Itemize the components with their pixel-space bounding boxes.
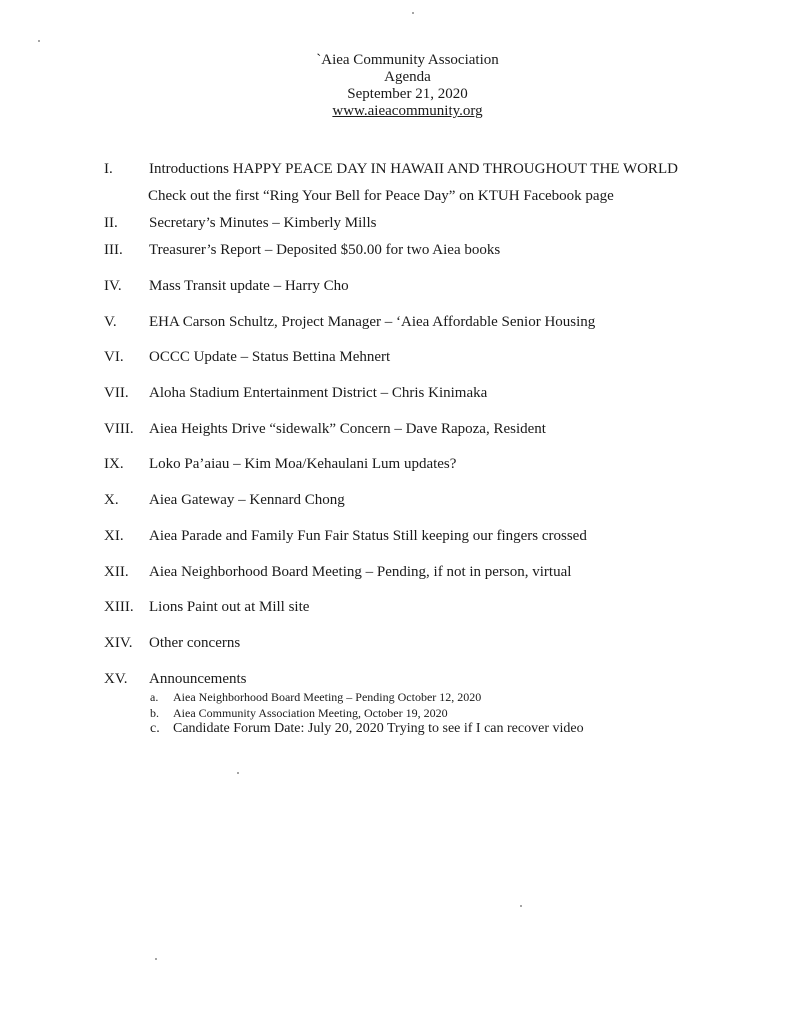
scan-speck <box>237 772 239 774</box>
item-number: I. <box>104 161 113 177</box>
item-number: IV. <box>104 278 122 294</box>
announcement-letter: c. <box>150 721 160 736</box>
announcement-letter: b. <box>150 706 159 720</box>
item-text: Mass Transit update – Harry Cho <box>149 278 349 294</box>
item-text: EHA Carson Schultz, Project Manager – ‘Aiea Affordable Senior Housing <box>149 314 596 330</box>
scan-speck <box>38 40 40 42</box>
item-text: Aloha Stadium Entertainment District – Chris Kinimaka <box>149 385 488 401</box>
item-number: XIII. <box>104 599 134 615</box>
org-name: `Aiea Community Association <box>316 52 499 68</box>
item-text: Aiea Heights Drive “sidewalk” Concern – Dave Rapoza, Resident <box>149 421 546 437</box>
item-text: Treasurer’s Report – Deposited $50.00 for two Aiea books <box>149 242 501 258</box>
meeting-date: September 21, 2020 <box>347 86 468 102</box>
item-number: VIII. <box>104 421 134 437</box>
item-number: II. <box>104 215 118 231</box>
announcement-text: Aiea Community Association Meeting, October 19, 2020 <box>173 706 448 720</box>
announcement-letter: a. <box>150 690 159 704</box>
item-number: IX. <box>104 456 124 472</box>
item-text: Introductions HAPPY PEACE DAY IN HAWAII AND THROUGHOUT THE WORLD <box>149 161 678 177</box>
item-text: OCCC Update – Status Bettina Mehnert <box>149 349 391 365</box>
item-text: Loko Pa’aiau – Kim Moa/Kehaulani Lum updates? <box>149 456 457 472</box>
item-number: VII. <box>104 385 129 401</box>
announcement-text: Candidate Forum Date: July 20, 2020 Trying to see if I can recover video <box>173 721 584 736</box>
item-text: Lions Paint out at Mill site <box>149 599 310 615</box>
item-number: XI. <box>104 528 124 544</box>
item-number: XII. <box>104 564 129 580</box>
item-number: X. <box>104 492 119 508</box>
item-text: Aiea Gateway – Kennard Chong <box>149 492 345 508</box>
item-text: Other concerns <box>149 635 241 651</box>
announcement-text: Aiea Neighborhood Board Meeting – Pending October 12, 2020 <box>173 690 482 704</box>
scan-speck <box>155 958 157 960</box>
item-text: Aiea Parade and Family Fun Fair Status Still keeping our fingers crossed <box>149 528 587 544</box>
document-type: Agenda <box>384 69 431 85</box>
item-number: VI. <box>104 349 124 365</box>
item-text: Secretary’s Minutes – Kimberly Mills <box>149 215 377 231</box>
scan-speck <box>520 905 522 907</box>
item-number: V. <box>104 314 117 330</box>
item-text: Aiea Neighborhood Board Meeting – Pending, if not in person, virtual <box>149 564 572 580</box>
item-number: III. <box>104 242 123 258</box>
website-link[interactable]: www.aieacommunity.org <box>332 103 483 119</box>
item-number: XV. <box>104 671 128 687</box>
item-text: Announcements <box>149 671 247 687</box>
item-subtext: Check out the first “Ring Your Bell for Peace Day” on KTUH Facebook page <box>148 188 614 204</box>
scan-speck <box>412 12 414 14</box>
item-number: XIV. <box>104 635 133 651</box>
